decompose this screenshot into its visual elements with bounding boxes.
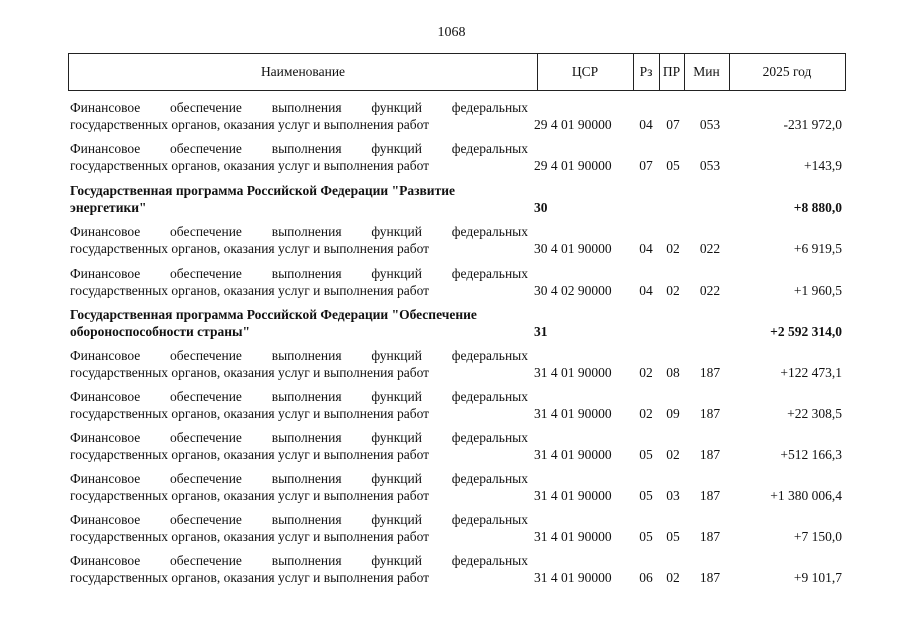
- program-name-line: обороноспособности страны": [70, 324, 251, 339]
- page-number: 1068: [437, 25, 466, 40]
- row-min: 187: [699, 488, 721, 503]
- row-name: [70, 511, 528, 545]
- row-name-line: государственных органов, оказания услуг и выполнения работ: [70, 570, 430, 585]
- row-amount: +1 380 006,4: [770, 488, 842, 503]
- row-name-line: Финансовое обеспечение выполнения функций федеральных: [70, 471, 528, 486]
- row-min: 187: [699, 365, 721, 380]
- program-name-line: Государственная программа Российской Федерации "Развитие: [70, 183, 455, 198]
- row-amount: +7 150,0: [793, 529, 842, 544]
- row-pr: 09: [666, 406, 680, 421]
- table-header: [68, 53, 846, 91]
- column-header-csr: ЦСР: [571, 64, 599, 79]
- row-name: [70, 265, 528, 299]
- row-amount: +9 101,7: [793, 570, 842, 585]
- row-name: [70, 429, 528, 463]
- row-pr: 08: [666, 365, 680, 380]
- row-pr: 05: [666, 158, 680, 173]
- row-name: [70, 140, 528, 174]
- row-csr: 31 4 01 90000: [534, 529, 612, 544]
- row-min: 187: [699, 570, 721, 585]
- row-pr: 02: [666, 570, 680, 585]
- row-csr: 31 4 01 90000: [534, 406, 612, 421]
- row-pr: 02: [666, 241, 680, 256]
- row-amount: +6 919,5: [793, 241, 842, 256]
- row-name-line: государственных органов, оказания услуг и выполнения работ: [70, 365, 430, 380]
- row-amount: +22 308,5: [787, 406, 842, 421]
- row-rz: 05: [639, 447, 653, 462]
- row-amount: +122 473,1: [780, 365, 842, 380]
- row-name-line: Финансовое обеспечение выполнения функций федеральных: [70, 512, 528, 527]
- row-csr: 31 4 01 90000: [534, 365, 612, 380]
- row-csr: 31 4 01 90000: [534, 488, 612, 503]
- program-csr: 30: [534, 200, 548, 215]
- column-header-min: Мин: [693, 64, 720, 79]
- row-csr: 29 4 01 90000: [534, 158, 612, 173]
- row-name: [70, 347, 528, 381]
- row-name-line: государственных органов, оказания услуг и выполнения работ: [70, 447, 430, 462]
- row-min: 022: [699, 241, 721, 256]
- column-header-rz: Рз: [639, 64, 653, 79]
- row-name-line: государственных органов, оказания услуг и выполнения работ: [70, 406, 430, 421]
- row-rz: 04: [639, 241, 653, 256]
- row-amount: +143,9: [804, 158, 842, 173]
- row-pr: 03: [666, 488, 680, 503]
- row-min: 187: [699, 529, 721, 544]
- row-csr: 29 4 01 90000: [534, 117, 612, 132]
- row-csr: 30 4 02 90000: [534, 283, 612, 298]
- row-name-line: Финансовое обеспечение выполнения функций федеральных: [70, 100, 528, 115]
- row-name: [70, 552, 528, 586]
- row-amount: -231 972,0: [783, 117, 842, 132]
- row-name-line: государственных органов, оказания услуг и выполнения работ: [70, 117, 430, 132]
- row-pr: 07: [666, 117, 680, 132]
- row-name: [70, 223, 528, 257]
- program-amount: +2 592 314,0: [770, 324, 842, 339]
- row-name-line: Финансовое обеспечение выполнения функций федеральных: [70, 266, 528, 281]
- row-rz: 04: [639, 117, 653, 132]
- column-header-name: Наименование: [260, 64, 346, 79]
- row-name-line: Финансовое обеспечение выполнения функций федеральных: [70, 389, 528, 404]
- program-amount: +8 880,0: [793, 200, 842, 215]
- row-name: [70, 99, 528, 133]
- row-rz: 05: [639, 488, 653, 503]
- program-csr: 31: [534, 324, 548, 339]
- row-rz: 06: [639, 570, 653, 585]
- row-pr: 02: [666, 283, 680, 298]
- row-name-line: Финансовое обеспечение выполнения функций федеральных: [70, 430, 528, 445]
- row-name-line: государственных органов, оказания услуг и выполнения работ: [70, 158, 430, 173]
- row-name-line: государственных органов, оказания услуг и выполнения работ: [70, 283, 430, 298]
- row-csr: 30 4 01 90000: [534, 241, 612, 256]
- row-amount: +512 166,3: [780, 447, 842, 462]
- row-min: 187: [699, 406, 721, 421]
- row-rz: 04: [639, 283, 653, 298]
- column-header-year: 2025 год: [762, 64, 812, 79]
- column-header-pr: ПР: [662, 64, 681, 79]
- row-name-line: Финансовое обеспечение выполнения функций федеральных: [70, 348, 528, 363]
- row-rz: 07: [639, 158, 653, 173]
- row-rz: 05: [639, 529, 653, 544]
- row-min: 022: [699, 283, 721, 298]
- row-min: 187: [699, 447, 721, 462]
- row-rz: 02: [639, 365, 653, 380]
- row-pr: 02: [666, 447, 680, 462]
- program-name-line: Государственная программа Российской Федерации "Обеспечение: [70, 307, 477, 322]
- row-name-line: государственных органов, оказания услуг и выполнения работ: [70, 241, 430, 256]
- row-name-line: Финансовое обеспечение выполнения функций федеральных: [70, 553, 528, 568]
- row-min: 053: [699, 158, 721, 173]
- row-pr: 05: [666, 529, 680, 544]
- row-name: [70, 470, 528, 504]
- program-name: [70, 182, 528, 216]
- program-name: [70, 306, 528, 340]
- row-name-line: Финансовое обеспечение выполнения функций федеральных: [70, 141, 528, 156]
- row-name-line: Финансовое обеспечение выполнения функций федеральных: [70, 224, 528, 239]
- row-name: [70, 388, 528, 422]
- row-name-line: государственных органов, оказания услуг и выполнения работ: [70, 529, 430, 544]
- row-csr: 31 4 01 90000: [534, 447, 612, 462]
- program-name-line: энергетики": [70, 200, 147, 215]
- row-min: 053: [699, 117, 721, 132]
- row-csr: 31 4 01 90000: [534, 570, 612, 585]
- row-amount: +1 960,5: [793, 283, 842, 298]
- row-rz: 02: [639, 406, 653, 421]
- row-name-line: государственных органов, оказания услуг и выполнения работ: [70, 488, 430, 503]
